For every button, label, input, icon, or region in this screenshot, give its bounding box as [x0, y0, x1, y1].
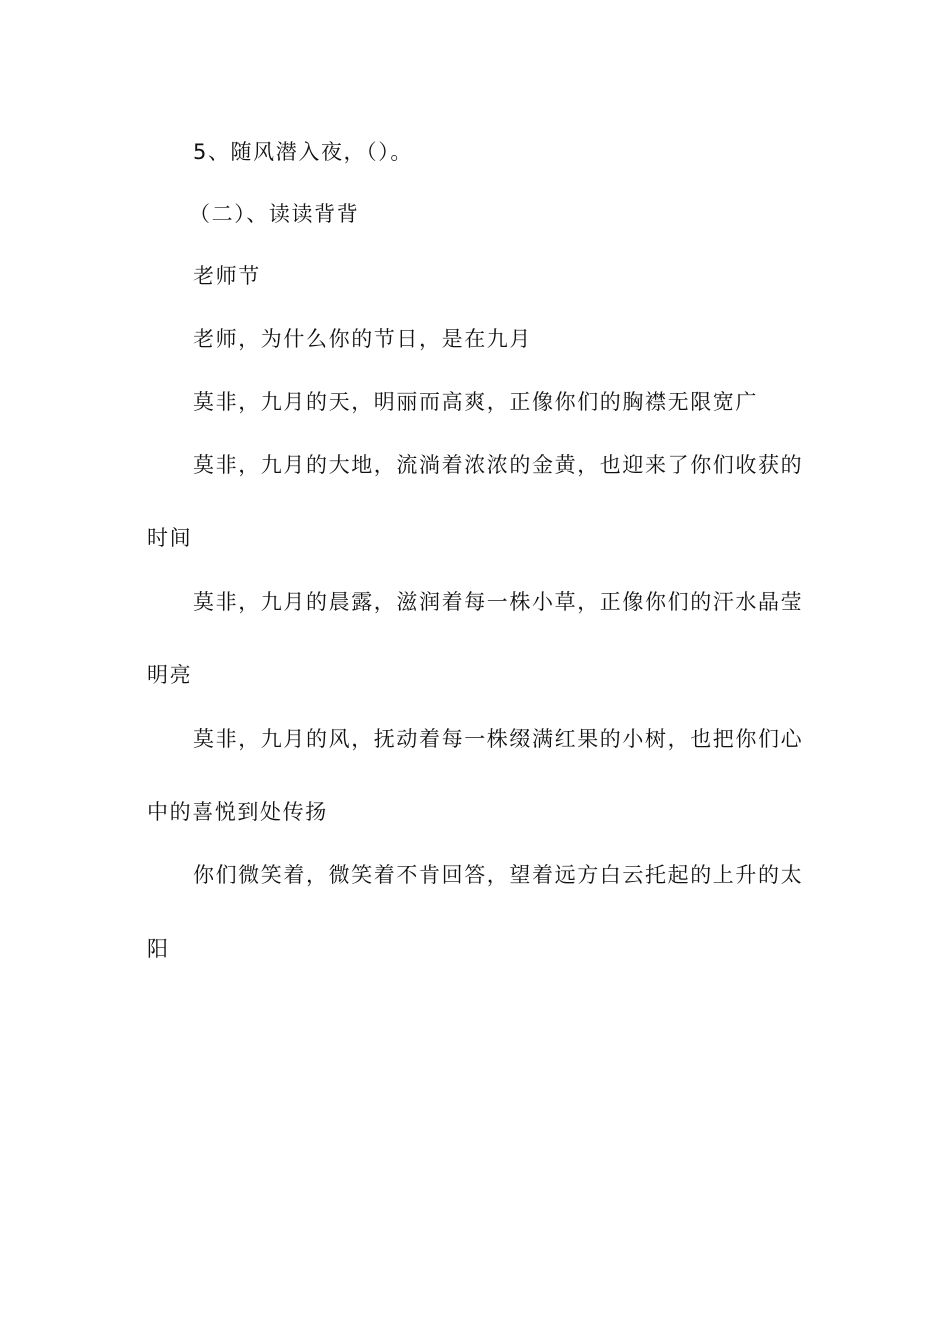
poem-line: 你们微笑着，微笑着不肯回答，望着远方白云托起的上升的太 — [193, 863, 804, 887]
poem-line-continuation: 时间 — [147, 526, 193, 550]
poem-line-continuation: 中的喜悦到处传扬 — [147, 800, 328, 824]
poem-line: 莫非，九月的晨露，滋润着每一株小草，正像你们的汗水晶莹 — [193, 590, 804, 614]
poem-line-continuation: 明亮 — [147, 663, 193, 687]
poem-line: 莫非，九月的风，抚动着每一株缀满红果的小树，也把你们心 — [193, 727, 804, 751]
poem-line: 老师，为什么你的节日，是在九月 — [193, 327, 532, 351]
section-heading: （二）、读读背背 — [189, 202, 360, 226]
poem-line-continuation: 阳 — [147, 937, 170, 961]
question-item-5: 5、随风潜入夜，（）。 — [193, 140, 413, 164]
poem-line: 莫非，九月的大地，流淌着浓浓的金黄，也迎来了你们收获的 — [193, 453, 804, 477]
poem-title: 老师节 — [193, 264, 261, 288]
poem-line: 莫非，九月的天，明丽而高爽，正像你们的胸襟无限宽广 — [193, 390, 758, 414]
